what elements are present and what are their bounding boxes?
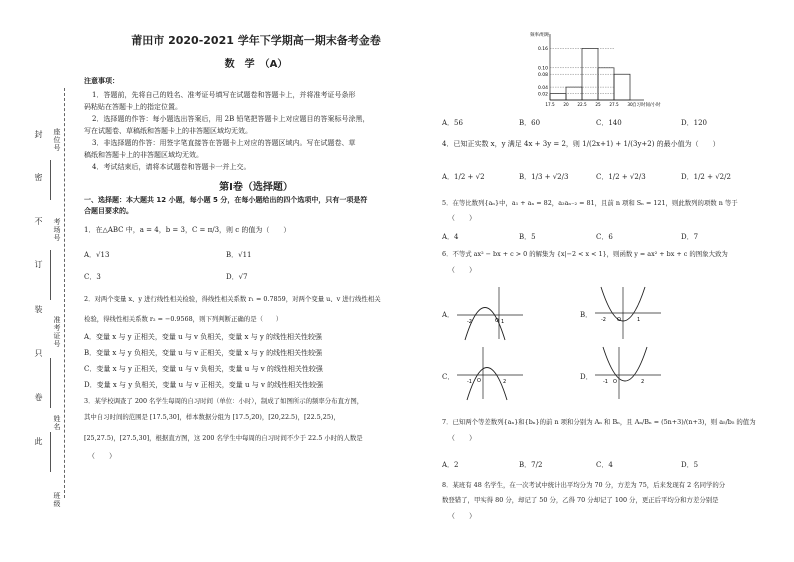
question-5-option-a: A．4 (442, 233, 459, 241)
svg-text:2: 2 (641, 379, 645, 385)
question-4-option-a: A．1/2 + √2 (442, 173, 485, 181)
section-intro: 合题目要求的。 (84, 207, 133, 215)
question-3-option-a: A．56 (442, 119, 463, 127)
x-tick-label: 25 (595, 102, 601, 107)
notes-line: 稿纸和答题卡上的非答题区域均无效。 (84, 151, 203, 159)
svg-text:1: 1 (637, 317, 641, 323)
histogram-svg (528, 28, 668, 110)
exam-room-field: 考场号 (53, 218, 61, 242)
question-2-option-b: B．变量 x 与 y 负相关，变量 u 与 v 正相关，变量 x 与 y 的线性相关性较强 (84, 349, 323, 357)
x-tick-label: 17.5 (545, 102, 555, 107)
question-7-option-c: C．4 (596, 461, 613, 469)
exam-subtitle: 数 学 （A） (224, 59, 288, 70)
admission-number-field: 准考证号 (53, 316, 61, 348)
x-tick-label: 27.5 (609, 102, 619, 107)
exam-room-line (50, 250, 51, 300)
question-8-stem: 8．某班有 48 名学生，在一次考试中统计出平均分为 70 分，方差为 75，后来发现有 2 名同学的分 (442, 481, 726, 489)
svg-text:O: O (613, 379, 617, 385)
admission-number-line (50, 358, 51, 408)
exam-title: 莆田市 2020-2021 学年下学期高一期末备考金卷 (131, 34, 381, 47)
y-tick-label: 0.04 (537, 85, 548, 91)
x-tick-label: 20 (563, 102, 569, 107)
svg-text:1: 1 (501, 319, 505, 325)
question-3-option-d: D．120 (681, 119, 707, 127)
y-tick-label: 0.08 (537, 73, 548, 79)
svg-text:-2: -2 (601, 317, 606, 323)
question-7-stem: 7．已知两个等差数列{aₙ}和{bₙ}的前 n 项和分别为 Aₙ 和 Bₙ，且 Aₙ/Bₙ = (5n+3)/(n+3)，则 a₅/b₅ 的值为 (442, 418, 756, 426)
question-1-option-b: B．√11 (226, 251, 252, 259)
question-6-option-b: B． (580, 311, 593, 319)
question-6-option-c: C． (442, 373, 455, 381)
question-3-stem: [25,27.5)，[27.5,30]，根据直方图，这 200 名学生中每周的自习时间不少于 22.5 小时的人数是 (84, 434, 363, 442)
question-6-option-d: D． (580, 373, 593, 381)
svg-text:O: O (495, 318, 499, 324)
binding-mark: 订 (34, 260, 43, 269)
graph-c (455, 345, 525, 401)
svg-text:O: O (477, 378, 481, 384)
y-tick-label: 0.10 (537, 66, 548, 72)
question-8-stem: （ ） (448, 512, 476, 520)
question-4-option-b: B．1/3 + √2/3 (519, 173, 569, 181)
question-2-option-a: A．变量 x 与 y 正相关，变量 u 与 v 负相关，变量 x 与 y 的线性相关性较强 (84, 333, 323, 341)
question-7-option-a: A．2 (442, 461, 459, 469)
x-tick-label: 22.5 (577, 102, 587, 107)
svg-text:-1: -1 (603, 379, 608, 385)
notes-line: 码粘贴在答题卡上的指定位置。 (84, 103, 182, 111)
question-6-stem: 6．不等式 ax² − bx + c > 0 的解集为 {x|−2 < x < 1}，则函数 y = ax² + bx + c 的图象大致为 (442, 250, 728, 258)
name-field: 姓名 (53, 415, 61, 431)
question-5-option-c: C．6 (596, 233, 613, 241)
notes-heading: 注意事项： (84, 77, 119, 85)
section-intro: 一、选择题：本大题共 12 小题，每小题 5 分，在每小题给出的四个选项中，只有一项是符 (84, 196, 368, 204)
binding-mark: 装 (34, 305, 43, 314)
question-5-stem: 5．在等比数列{aₙ}中，a₁ + aₙ = 82，a₃aₙ₋₂ = 81，且前 n 项和 Sₙ = 121，则此数列的项数 n 等于 (442, 199, 738, 207)
notes-line: 2．选择题的作答：每小题选出答案后，用 2B 铅笔把答题卡上对应题目的答案标号涂黑， (92, 115, 370, 123)
question-1-stem: 1．在△ABC 中，a = 4，b = 3，C = π/3，则 c 的值为（ ） (84, 226, 291, 234)
histogram-bar (598, 68, 614, 100)
question-4-option-c: C．1/2 + √2/3 (596, 173, 646, 181)
y-tick-label: 0.02 (537, 92, 548, 98)
question-7-option-b: B．7/2 (519, 461, 543, 469)
question-6-stem: （ ） (448, 266, 476, 274)
question-3-stem: 3．某学校调查了 200 名学生每周的自习时间（单位：小时），制成了如图所示的频率分布直方图， (84, 397, 364, 405)
question-4-option-d: D．1/2 + √2/2 (681, 173, 731, 181)
x-axis-label: 自习时间/小时 (632, 103, 661, 108)
question-3-stem: （ ） (88, 452, 116, 460)
notes-line: 3．非选择题的作答：用签字笔直接答在答题卡上对应的答题区域内。写在试题卷、草 (92, 139, 356, 147)
svg-text:-2: -2 (467, 319, 472, 325)
y-axis-label: 频率/组距 (530, 33, 550, 38)
seat-number-field: 座位号 (53, 128, 61, 152)
question-1-option-c: C．3 (84, 273, 101, 281)
graph-b (593, 285, 663, 341)
y-tick-label: 0.16 (537, 47, 548, 53)
notes-line: 4．考试结束后，请将本试题卷和答题卡一并上交。 (92, 163, 251, 171)
graph-d (593, 345, 663, 401)
binding-dashed-line (64, 88, 65, 498)
question-5-option-d: D．7 (681, 233, 699, 241)
question-7-stem: （ ） (448, 434, 476, 442)
question-3-option-c: C．140 (596, 119, 622, 127)
class-field: 班级 (53, 492, 61, 508)
binding-mark: 只 (34, 349, 43, 358)
histogram-bar (614, 74, 630, 100)
notes-line: 写在试题卷、草稿纸和答题卡上的非答题区域均无效。 (84, 127, 252, 135)
question-3-option-b: B．60 (519, 119, 541, 127)
name-line (50, 432, 51, 472)
histogram-bar (550, 94, 566, 100)
graph-a (455, 285, 525, 341)
question-1-option-d: D．√7 (226, 273, 248, 281)
question-7-option-d: D．5 (681, 461, 699, 469)
binding-mark: 此 (34, 437, 43, 446)
question-6-option-a: A． (442, 311, 455, 319)
question-5-stem: （ ） (448, 214, 476, 222)
svg-text:2: 2 (503, 379, 507, 385)
question-3-stem: 其中自习时间的范围是 [17.5,30]，样本数据分组为 [17.5,20)，[20,22.5)，[22.5,25)， (84, 413, 340, 421)
section-title: 第Ⅰ卷（选择题） (219, 182, 293, 193)
histogram-chart (528, 28, 668, 110)
binding-mark: 密 (34, 173, 43, 182)
question-2-stem: 2．对两个变量 x、y 进行线性相关检验，得线性相关系数 r₁ = 0.7859，对两个变量 u、v 进行线性相关 (84, 295, 381, 303)
binding-mark: 封 (34, 130, 43, 139)
question-2-stem: 检验，得线性相关系数 r₂ = −0.9568，则下列判断正确的是（ ） (84, 315, 283, 323)
binding-mark: 不 (34, 217, 43, 226)
question-2-option-c: C．变量 x 与 y 正相关，变量 u 与 v 负相关，变量 u 与 v 的线性相关性较强 (84, 365, 323, 373)
question-2-option-d: D．变量 x 与 y 负相关，变量 u 与 v 正相关，变量 u 与 v 的线性相关性较强 (84, 381, 324, 389)
question-4-stem: 4．已知正实数 x，y 满足 4x + 3y = 2，则 1/(2x+1) + 1/(3y+2) 的最小值为（ ） (442, 140, 720, 148)
x-tick-label: 30 (627, 102, 633, 107)
notes-line: 1．答题前，先将自己的姓名、准考证号填写在试题卷和答题卡上，并将准考证号条形 (92, 91, 356, 99)
svg-text:O: O (617, 317, 621, 323)
seat-number-line (50, 160, 51, 200)
question-5-option-b: B．5 (519, 233, 536, 241)
binding-mark: 卷 (34, 393, 43, 402)
question-8-stem: 数登错了，甲实得 80 分，却记了 50 分，乙得 70 分却记了 100 分，更正后平均分和方差分别是 (442, 496, 719, 504)
svg-text:-1: -1 (467, 379, 472, 385)
question-1-option-a: A．√13 (84, 251, 110, 259)
